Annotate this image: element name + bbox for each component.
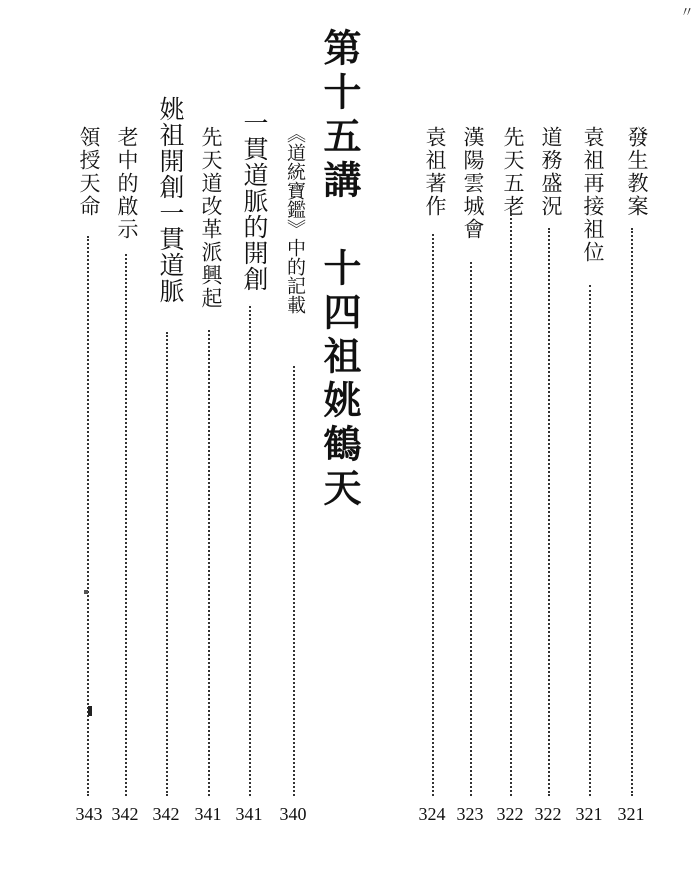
- toc-entry-text: 發生教案: [625, 126, 649, 218]
- dot-leader: [249, 306, 251, 796]
- page-number: 340: [279, 804, 307, 824]
- dot-leader: [631, 228, 633, 796]
- scan-speck: [88, 706, 92, 716]
- toc-entry-text: 老中的啟示: [115, 126, 139, 241]
- dot-leader: [470, 262, 472, 796]
- page-number: 341: [194, 804, 222, 824]
- toc-entry-text: 一貫道脈的開創: [240, 110, 269, 292]
- dot-leader: [208, 330, 210, 796]
- page-number: 323: [456, 804, 484, 824]
- dot-leader: [166, 332, 168, 796]
- page-number: 322: [534, 804, 562, 824]
- toc-entry-text: 袁祖再接祖位: [581, 126, 605, 264]
- toc-entry-text: 道務盛況: [539, 126, 563, 218]
- dot-leader: [293, 366, 295, 796]
- page-number: 341: [235, 804, 263, 824]
- dot-leader: [548, 228, 550, 796]
- page-number: 324: [418, 804, 446, 824]
- dot-leader: [125, 254, 127, 796]
- toc-entry-text: 先天道改革派興起: [199, 126, 223, 310]
- toc-entry-text: 姚祖開創一貫道脈: [156, 96, 185, 304]
- page-number: 343: [75, 804, 103, 824]
- dot-leader: [589, 285, 591, 796]
- scan-speck: [84, 590, 88, 594]
- toc-entry-text: 漢陽雲城會: [461, 126, 485, 241]
- chapter-title: 第十五講 十四祖姚鶴天: [317, 28, 361, 512]
- dot-leader: [510, 210, 512, 796]
- page-number: 321: [575, 804, 603, 824]
- toc-entry-text: 先天五老: [501, 126, 525, 218]
- page-number: 322: [496, 804, 524, 824]
- page-number: 342: [111, 804, 139, 824]
- page-number: 342: [152, 804, 180, 824]
- toc-entry-text: 《道統寶鑑》中的記載: [284, 124, 306, 314]
- toc-entry-text: 袁祖著作: [423, 126, 447, 218]
- page-number: 321: [617, 804, 645, 824]
- scan-speck: 〃: [680, 5, 694, 21]
- dot-leader: [432, 234, 434, 796]
- toc-entry-text: 領授天命: [77, 126, 101, 218]
